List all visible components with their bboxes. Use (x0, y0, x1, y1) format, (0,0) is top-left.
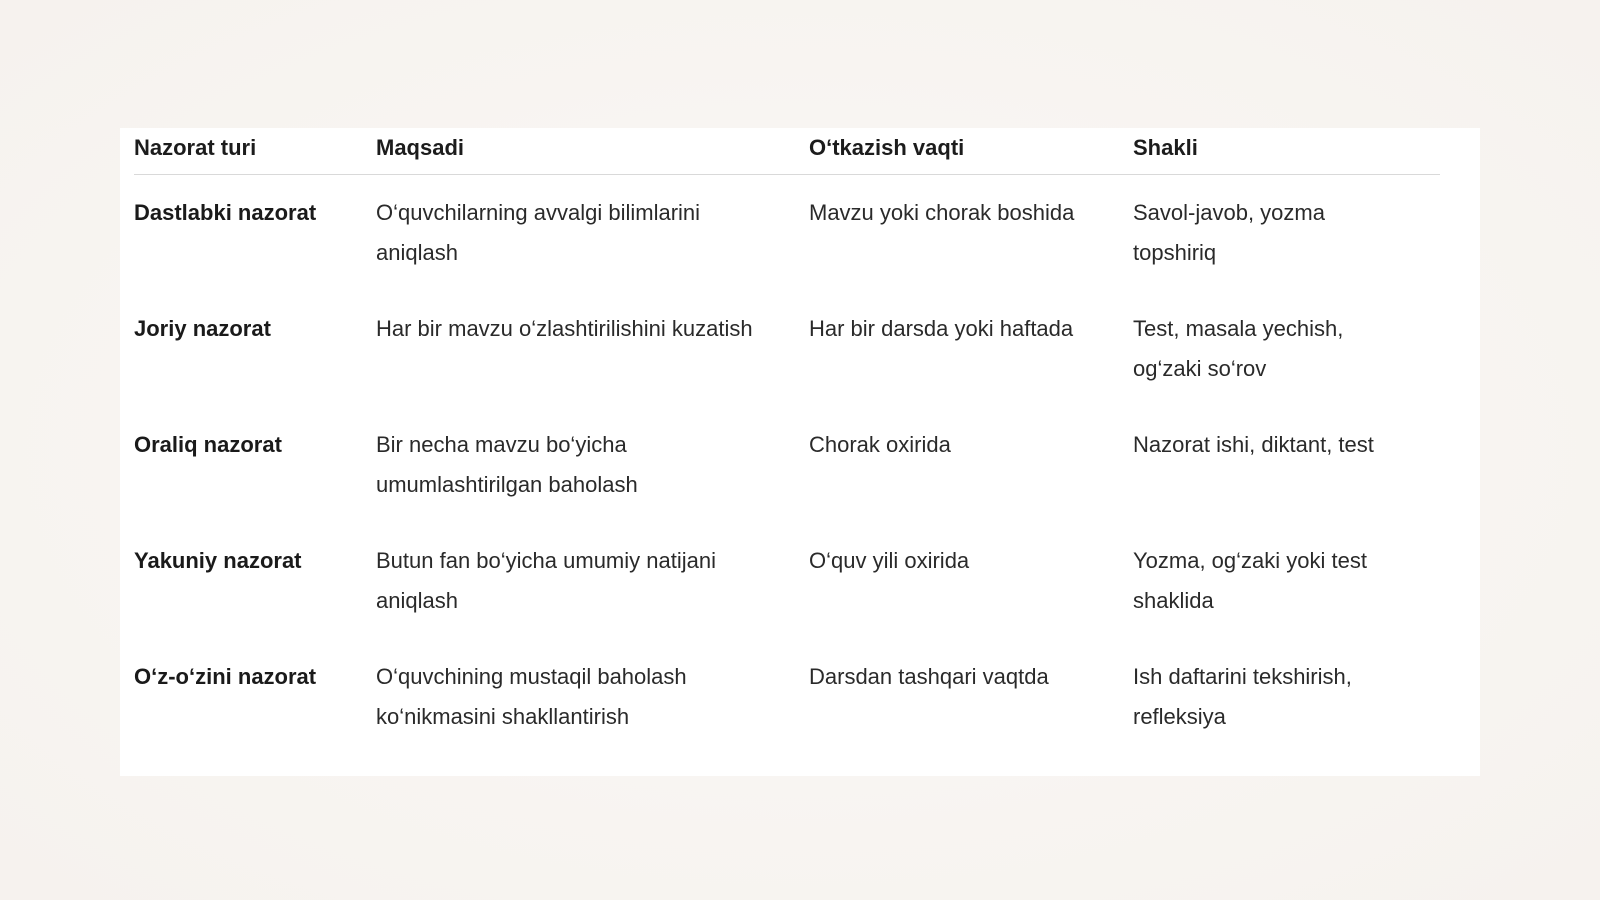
cell-text: Har bir mavzu o‘zlashtirilishini kuzatish (376, 316, 753, 341)
cell-text: Ish daftarini tekshirish, refleksiya (1133, 664, 1352, 729)
cell-text: Oraliq nazorat (134, 432, 282, 457)
cell-form (1133, 405, 1440, 521)
control-types-table (134, 128, 1440, 753)
cell-time (809, 405, 1133, 521)
table-row (134, 405, 1440, 521)
table-header-row (134, 128, 1440, 175)
cell-text: Mavzu yoki chorak boshida (809, 200, 1075, 225)
cell-control-type (134, 175, 376, 290)
cell-form (1133, 637, 1440, 753)
cell-purpose (376, 405, 809, 521)
cell-purpose (376, 175, 809, 290)
cell-text: Dastlabki nazorat (134, 200, 317, 225)
cell-text: Nazorat ishi, diktant, test (1133, 432, 1374, 457)
cell-text: Yakuniy nazorat (134, 548, 302, 573)
cell-purpose (376, 637, 809, 753)
cell-purpose (376, 521, 809, 637)
cell-control-type (134, 637, 376, 753)
cell-time (809, 175, 1133, 290)
cell-form (1133, 521, 1440, 637)
header-maqsadi: Maqsadi (376, 128, 809, 175)
cell-text: O‘z-o‘zini nazorat (134, 664, 317, 689)
cell-time (809, 637, 1133, 753)
cell-text: Test, masala yechish, og‘zaki so‘rov (1133, 316, 1344, 381)
cell-text: Bir necha mavzu bo‘yicha umumlashtirilgan baholash (376, 432, 638, 497)
cell-control-type (134, 289, 376, 405)
cell-text: Savol-javob, yozma topshiriq (1133, 200, 1325, 265)
cell-time (809, 289, 1133, 405)
cell-text: Butun fan bo‘yicha umumiy natijani aniqlash (376, 548, 716, 613)
cell-control-type (134, 521, 376, 637)
table-row (134, 289, 1440, 405)
cell-form (1133, 289, 1440, 405)
cell-text: O‘quvchilarning avvalgi bilimlarini aniqlash (376, 200, 701, 265)
table-row (134, 521, 1440, 637)
cell-text: Darsdan tashqari vaqtda (809, 664, 1049, 689)
cell-form (1133, 175, 1440, 290)
cell-purpose (376, 289, 809, 405)
cell-control-type (134, 405, 376, 521)
cell-text: Joriy nazorat (134, 316, 271, 341)
cell-text: Chorak oxirida (809, 432, 951, 457)
header-shakli: Shakli (1133, 128, 1440, 175)
cell-text: Yozma, og‘zaki yoki test shaklida (1133, 548, 1367, 613)
table-card (120, 128, 1480, 776)
table-row (134, 175, 1440, 290)
table-row (134, 637, 1440, 753)
header-otkazish-vaqti: O‘tkazish vaqti (809, 128, 1133, 175)
cell-time (809, 521, 1133, 637)
header-nazorat-turi: Nazorat turi (134, 128, 376, 175)
cell-text: O‘quvchining mustaqil baholash ko‘nikmasini shakllantirish (376, 664, 687, 729)
cell-text: O‘quv yili oxirida (809, 548, 970, 573)
cell-text: Har bir darsda yoki haftada (809, 316, 1074, 341)
